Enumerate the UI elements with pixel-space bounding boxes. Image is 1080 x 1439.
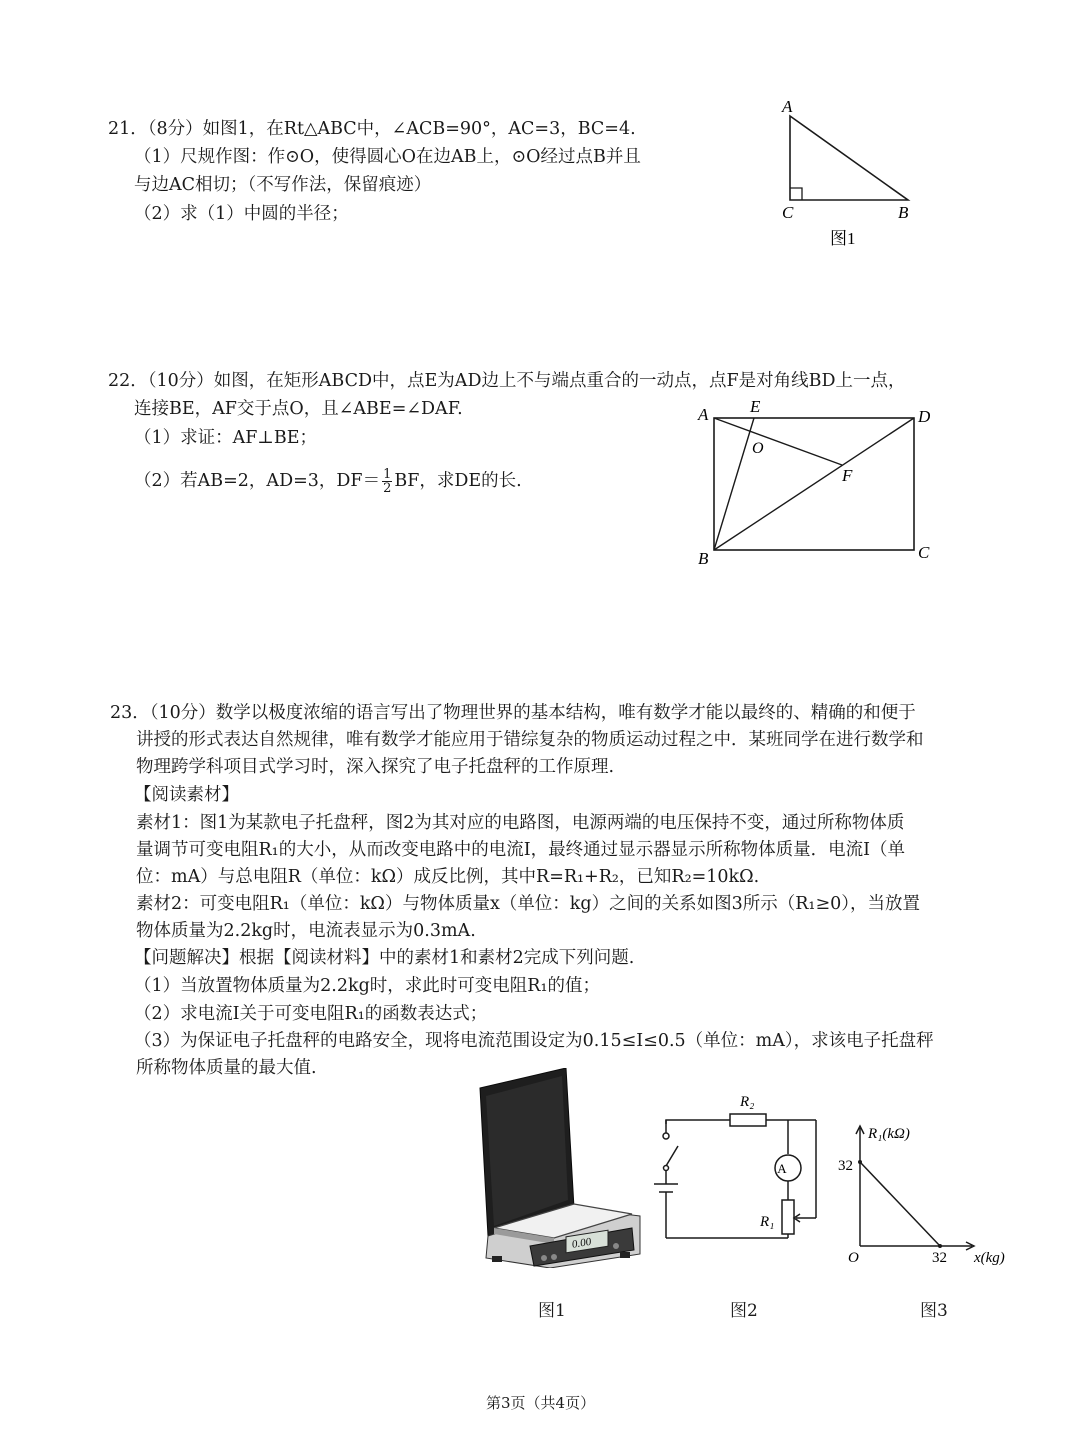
q23-line-7: 位：mA）与总电阻R（单位：kΩ）成反比例，其中R=R₁+R₂，已知R₂=10kΩ.: [136, 867, 760, 887]
r2-label: R₂: [740, 1094, 755, 1110]
q21-header: 21．（8分）如图1，在Rt△ABC中，∠ACB=90°，AC=3，BC=4.: [108, 119, 636, 139]
q21-label-b: B: [898, 203, 909, 222]
ammeter-label: A: [777, 1161, 787, 1176]
q21-triangle-figure: [770, 92, 930, 257]
q23-figure1-caption: 图1: [538, 1301, 566, 1321]
q22-header: 22．（10分）如图，在矩形ABCD中，点E为AD边上不与端点重合的一动点，点F是对角线BD上一点，: [108, 371, 906, 391]
r1-label: R₁: [760, 1214, 775, 1230]
q23-figure3-caption: 图3: [920, 1301, 948, 1321]
q22-part2-suffix: BF，求DE的长.: [394, 471, 522, 491]
q22-label-d: D: [918, 407, 931, 426]
q22-fraction: [382, 468, 392, 495]
circuit-diagram: [650, 1088, 830, 1248]
q21-label-c: C: [782, 203, 794, 222]
q22-part2: [134, 468, 522, 495]
graph-origin-label: O: [848, 1250, 859, 1266]
electronic-scale-illustration: [470, 1068, 650, 1268]
q22-label-e: E: [750, 398, 761, 416]
q22-fraction-numerator: 1: [383, 467, 392, 482]
q22-label-a: A: [698, 405, 709, 424]
graph-point-y-intercept: [858, 1160, 862, 1164]
page-footer: 第3页（共4页）: [486, 1394, 596, 1412]
q22-part2-prefix: （2）若AB=2，AD=3，DF＝: [134, 471, 381, 491]
q23-part3-line2: 所称物体质量的最大值.: [136, 1058, 317, 1078]
q23-part1: （1）当放置物体质量为2.2kg时，求此时可变电阻R₁的值；: [134, 976, 600, 996]
q23-line-6: 量调节可变电阻R₁的大小，从而改变电路中的电流I，最终通过显示器显示所称物体质量．电流I（单: [136, 840, 906, 860]
scale-display-reading: 0.00: [572, 1235, 592, 1251]
q23-line-5: 素材1：图1为某款电子托盘秤，图2为其对应的电路图，电源两端的电压保持不变，通过所称物体质: [136, 813, 905, 833]
q23-figure2-caption: 图2: [730, 1301, 758, 1321]
q22-rectangle-figure: [690, 398, 940, 570]
q23-section-reading: 【阅读素材】: [134, 785, 239, 805]
q22-label-c: C: [918, 543, 930, 562]
graph-y-tick-label: 32: [838, 1158, 853, 1174]
graph-data-line: [860, 1162, 940, 1246]
graph-x-axis-label: x(kg): [974, 1250, 1005, 1266]
q21-part1-line1: （1）尺规作图：作⊙O，使得圆心O在边AB上，⊙O经过点B并且: [134, 147, 641, 167]
q22-part1: （1）求证：AF⊥BE；: [134, 428, 318, 448]
graph-y-axis-label: R₁(kΩ): [868, 1126, 910, 1142]
q21-figure-caption: 图1: [830, 229, 856, 248]
q23-line-2: 讲授的形式表达自然规律，唯有数学才能应用于错综复杂的物质运动过程之中．某班同学在进行数学和: [136, 730, 924, 750]
q23-line-8: 素材2：可变电阻R₁（单位：kΩ）与物体质量x（单位：kg）之间的关系如图3所示（R₁≥0），当放置: [136, 894, 920, 914]
q22-line2: 连接BE，AF交于点O，且∠ABE=∠DAF.: [134, 399, 463, 419]
q23-part3-line1: （3）为保证电子托盘秤的电路安全，现将电流范围设定为0.15≤I≤0.5（单位：mA），求该电子托盘秤: [134, 1031, 934, 1051]
q21-part2: （2）求（1）中圆的半径；: [134, 204, 349, 224]
graph-x-tick-label: 32: [932, 1250, 947, 1266]
q23-line-9: 物体质量为2.2kg时，电流表显示为0.3mA.: [136, 921, 476, 941]
q22-label-f: F: [842, 466, 853, 485]
graph-point-x-intercept: [938, 1244, 942, 1248]
q23-section-problem: 【问题解决】根据【阅读材料】中的素材1和素材2完成下列问题.: [134, 948, 635, 968]
q23-line-1: 23．（10分）数学以极度浓缩的语言写出了物理世界的基本结构，唯有数学才能以最终的、精确的和便于: [110, 703, 916, 723]
q23-part2: （2）求电流I关于可变电阻R₁的函数表达式；: [134, 1004, 488, 1024]
r1-mass-graph: [838, 1118, 1018, 1268]
q21-label-a: A: [782, 97, 793, 116]
q22-label-o: O: [752, 440, 764, 457]
q23-line-3: 物理跨学科项目式学习时，深入探究了电子托盘秤的工作原理.: [136, 757, 615, 777]
q21-part1-line2: 与边AC相切；（不写作法，保留痕迹）: [134, 175, 432, 195]
q22-label-b: B: [698, 549, 709, 568]
q22-fraction-denominator: 2: [383, 481, 392, 496]
